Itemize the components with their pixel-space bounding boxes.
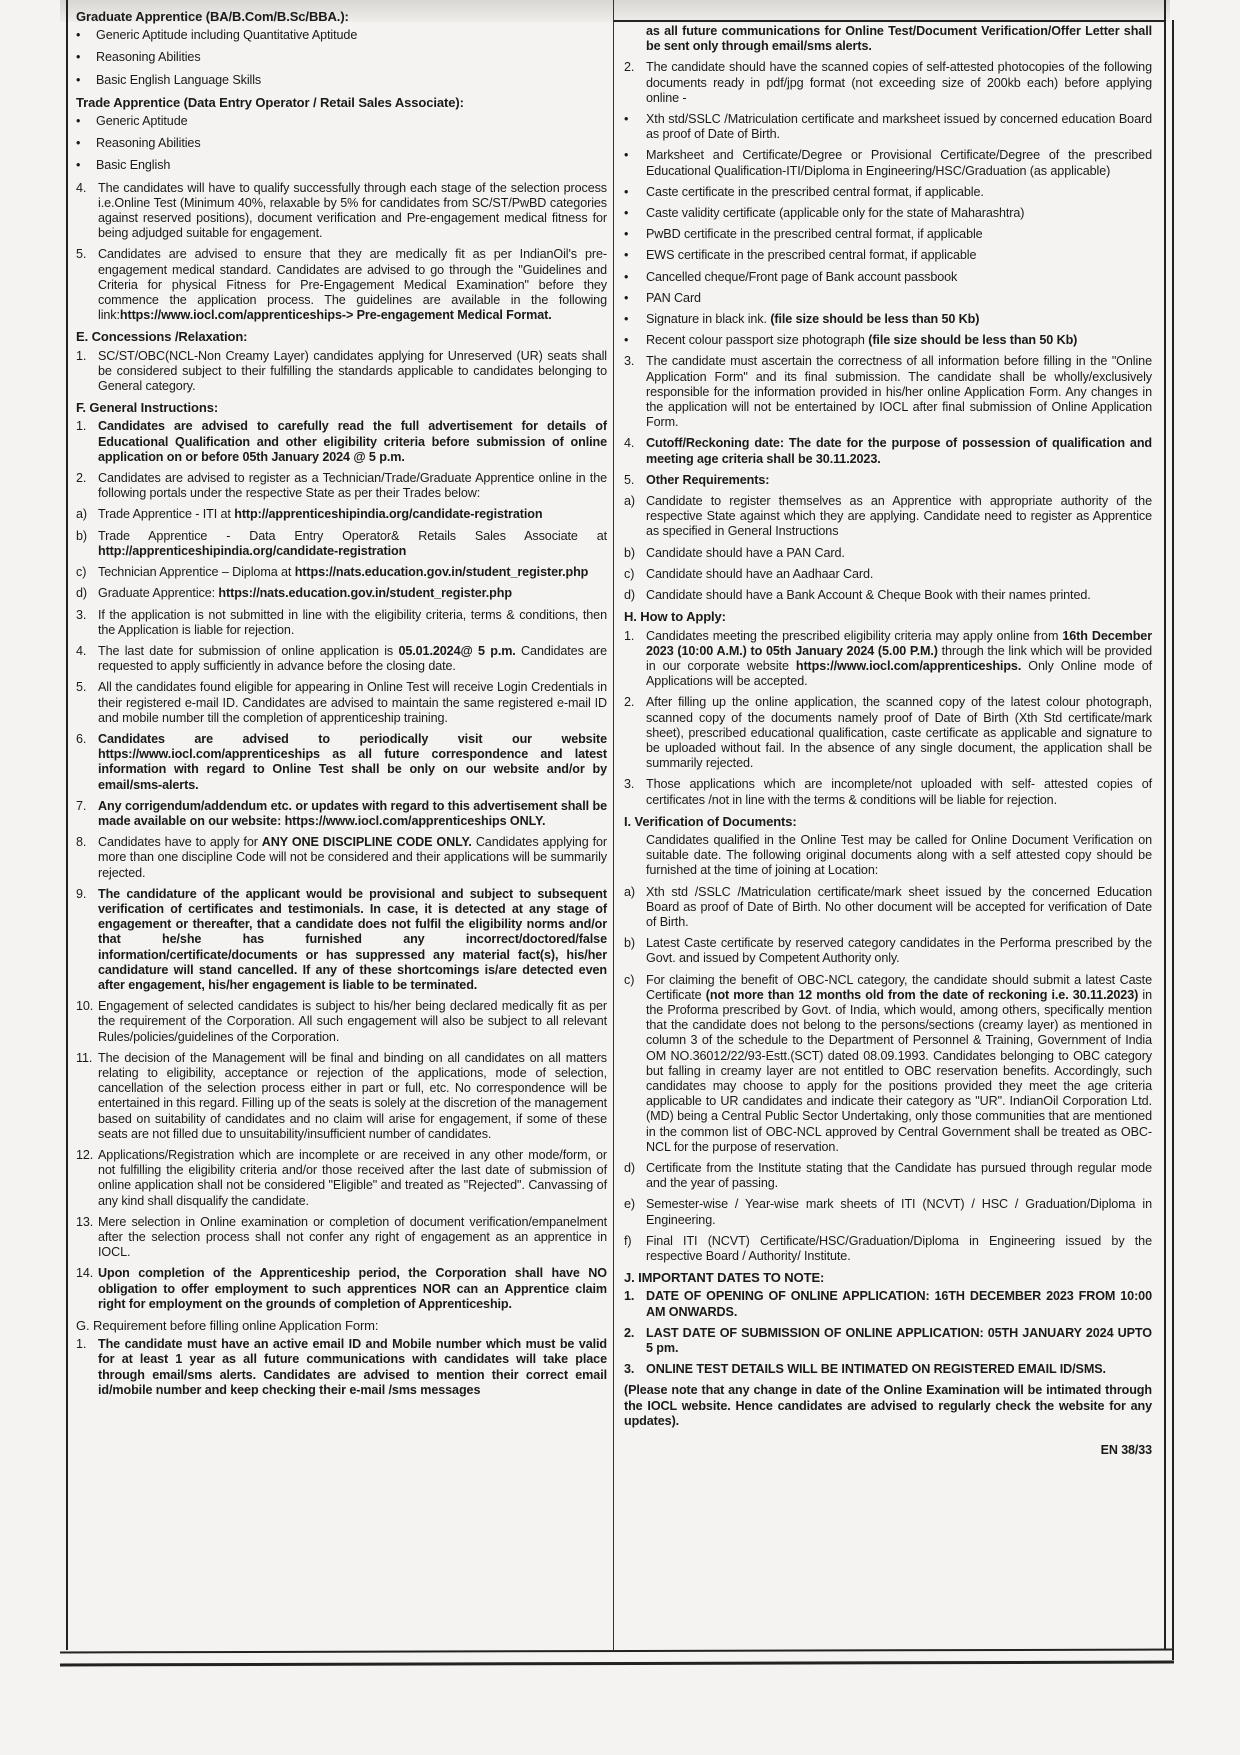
numbered-item: 11. The decision of the Management will be final and binding on all candidates on all matters relating to eligibility, acceptance or rejection of the applications, mode of selection, cancellation of the selection process either in part or full, etc. No correspondence will be entertained in this regard. Filling up of the seats is solely at the discretion of the management based on suitability of candidates and no claim will arise for engagement, if some of these seats are not filled due to unsuitability/insufficient number of candidates. (76, 1050, 607, 1141)
document-bullet: • Xth std/SSLC /Matriculation certificate and marksheet issued by concerned education Board as proof of Date of Birth. (624, 112, 1152, 142)
continued-text: as all future communications for Online Test/Document Verification/Offer Letter shall be sent only through email/sms alerts. (646, 24, 1152, 54)
numbered-item: 2. The candidate should have the scanned copies of self-attested photocopies of the following documents ready in pdf/jpg format (not exceeding size of 200kb each) before applying online - (624, 60, 1152, 105)
left-column (66, 0, 614, 1650)
requirement-item: a) Candidate to register themselves as an Apprentice with appropriate authority of the respective State against which they are applying. Candidate need to register as Apprentice as specified in General Instructions (624, 494, 1152, 539)
important-date-item: 2. LAST DATE OF SUBMISSION OF ONLINE APPLICATION: 05TH JANUARY 2024 UPTO 5 pm. (624, 1325, 1152, 1356)
numbered-item: 2. Candidates are advised to register as a Technician/Trade/Graduate Apprentice online in the following portals under the respective State as per their Trades below: (76, 471, 607, 501)
numbered-item: 1. Candidates are advised to carefully read the full advertisement for details of Educational Qualification and other eligibility criteria before submission of online application on or before 05th January 2024 @ 5 p.m. (76, 419, 607, 464)
section-g-heading: G. Requirement before filling online Application Form: (76, 1318, 379, 1334)
numbered-item: 9. The candidature of the applicant would be provisional and subject to subsequent verification of certificates and testimonials. In case, it is detected at any stage of engagement or thereafter, that a candidate does not fulfil the eligibility norms and/or that he/she has furnished any incorrect/doctored/false information/certificate/documents or has suppressed any material fact(s), his/her candidature will stand cancelled. If any of these shortcomings is/are detected even after engagement, his/her engagement is liable to be terminated. (76, 886, 607, 992)
bullet-icon: • (624, 269, 629, 284)
right-column (614, 0, 1166, 1650)
bullet-icon: • (624, 206, 629, 221)
verification-item: f) Final ITI (NCVT) Certificate/HSC/Graduation/Diploma in Engineering issued by the respective Board / Authority/ Institute. (624, 1233, 1152, 1264)
requirement-item: b) Candidate should have a PAN Card. (624, 545, 845, 560)
bullet-icon: • (76, 158, 81, 173)
bullet-item: • Basic English Language Skills (76, 72, 262, 87)
numbered-item: 7. Any corrigendum/addendum etc. or updates with regard to this advertisement shall be made available on our website: https://www.iocl.com/apprenticeships ONLY. (76, 798, 607, 828)
bullet-icon: • (624, 312, 629, 327)
document-bullet: • EWS certificate in the prescribed central format, if applicable (624, 248, 977, 263)
requirement-item: d) Candidate should have a Bank Account & Cheque Book with their names printed. (624, 588, 1091, 603)
document-bullet: • Recent colour passport size photograph (file size should be less than 50 Kb) (624, 333, 1078, 348)
bottom-border (60, 1649, 1174, 1667)
document-bullet: • PwBD certificate in the prescribed central format, if applicable (624, 227, 983, 242)
advertisement-code: EN 38/33 (1100, 1443, 1152, 1458)
numbered-item: 12. Applications/Registration which are incomplete or are received in any other mode/form, or not fulfilling the eligibility criteria and/or those received after the last date of submission of online application shall not be considered "Eligible" and treated as "Rejected". Canvassing of any kind shall disqualify the candidate. (76, 1148, 607, 1208)
portal-item: b) Trade Apprentice - Data Entry Operator& Retails Sales Associate at http://apprenticeshipindia.org/candidate-registration (76, 528, 607, 558)
numbered-item: 3. The candidate must ascertain the correctness of all information before filling in the "Online Application Form" and its final submission. The candidate shall be wholly/exclusively responsible for the information provided in his/her online Application Form. Any changes in the application will not be entertained by IOCL after final submission of Online Application Form. (624, 354, 1152, 430)
verification-intro: Candidates qualified in the Online Test may be called for Online Document Verification on suitable date. The following original documents along with a self attested copy should be furnished at the time of joining at Location: (646, 832, 1152, 878)
bullet-item: • Reasoning Abilities (76, 50, 201, 65)
numbered-item: 14. Upon completion of the Apprenticeship period, the Corporation shall have NO obligation to offer employment to such apprentices NOR can an Apprentice claim right for employment on the grounds of completion of Apprenticeship. (76, 1266, 607, 1311)
verification-item: a) Xth std /SSLC /Matriculation certificate/mark sheet issued by the concerned Education Board as proof of Date of Birth. No other document will be accepted for verification of Date of Birth. (624, 884, 1152, 929)
bullet-icon: • (624, 227, 629, 242)
bullet-icon: • (76, 72, 81, 87)
numbered-item: 5. All the candidates found eligible for appearing in Online Test will receive Login Credentials in their registered e-mail ID. Candidates are advised to maintain the same registered e-mail ID and mobile number till the completion of apprenticeship training. (76, 680, 607, 725)
bullet-icon: • (76, 28, 81, 43)
numbered-item: 4. The last date for submission of online application is 05.01.2024@ 5 p.m. Candidates are requested to apply sufficiently in advance before the closing date. (76, 643, 608, 674)
portal-item: c) Technician Apprentice – Diploma at https://nats.education.gov.in/student_register.php (76, 565, 589, 580)
section-f-heading: F. General Instructions: (76, 400, 219, 416)
numbered-item: 3. If the application is not submitted in line with the eligibility criteria, terms & conditions, then the Application is liable for rejection. (76, 607, 607, 637)
numbered-item: 3. Those applications which are incomplete/not uploaded with self- attested copies of certificates /not in line with the terms & conditions will be liable for rejection. (624, 777, 1152, 807)
numbered-item: 8. Candidates have to apply for ANY ONE DISCIPLINE CODE ONLY. Candidates applying for more than one discipline Code will not be considered and their applications will be summarily rejected. (76, 835, 607, 880)
verification-item: b) Latest Caste certificate by reserved category candidates in the Performa prescribed by the Govt. and issued by Competent Authority only. (624, 936, 1152, 966)
requirement-item: c) Candidate should have an Aadhaar Card. (624, 566, 874, 581)
numbered-item: 6. Candidates are advised to periodically visit our website https://www.iocl.com/apprenticeships as all future correspondence and latest information with regard to Online Test shall be only on our website and/or by email/sms-alerts. (76, 731, 607, 792)
portal-link[interactable]: http://apprenticeshipindia.org/candidate-registration (234, 507, 543, 522)
graduate-apprentice-heading: Graduate Apprentice (BA/B.Com/B.Sc/BBA.): (76, 9, 349, 24)
portal-item: d) Graduate Apprentice: https://nats.education.gov.in/student_register.php (76, 586, 512, 601)
numbered-item: 13. Mere selection in Online examination or completion of document verification/empanelment after the selection process shall not confer any right of engagement as an apprentice in IOCL. (76, 1214, 607, 1260)
exam-date-note: (Please note that any change in date of the Online Examination will be intimated through the IOCL website. Hence candidates are advised to regularly check the website for any updates). (624, 1383, 1152, 1428)
bullet-icon: • (76, 50, 81, 65)
numbered-item: 5. Candidates are advised to ensure that they are medically fit as per IndianOil's pre-engagement medical standard. Candidates are advised to go through the "Guidelines and Criteria for physical Fitness for Pre-Engagement Medical Examination" before they commence the application process. The guidelines are available in the following link:https://www.iocl.com/apprenticeships-> Pre-engagement Medical Format. (76, 247, 607, 323)
outer-border-right (1172, 20, 1174, 1660)
iocl-apprenticeships-link[interactable]: https://www.iocl.com/apprenticeships. (795, 658, 1022, 673)
section-h-heading: H. How to Apply: (624, 609, 726, 625)
important-date-item: 3. ONLINE TEST DETAILS WILL BE INTIMATED ON REGISTERED EMAIL ID/SMS. (624, 1362, 1106, 1377)
document-bullet: • Signature in black ink. (file size should be less than 50 Kb) (624, 312, 980, 327)
verification-item: d) Certificate from the Institute stating that the Candidate has pursued through regular mode and the year of passing. (624, 1161, 1152, 1191)
portal-link[interactable]: https://nats.education.gov.in/student_register.php (294, 565, 589, 580)
section-j-heading: J. IMPORTANT DATES TO NOTE: (624, 1270, 825, 1286)
section-e-heading: E. Concessions /Relaxation: (76, 329, 248, 345)
portal-link[interactable]: https://nats.education.gov.in/student_register.php (218, 586, 512, 601)
bullet-icon: • (624, 148, 629, 163)
bullet-item: • Generic Aptitude (76, 114, 188, 129)
portal-item: a) Trade Apprentice - ITI at http://apprenticeshipindia.org/candidate-registration (76, 507, 543, 522)
bullet-icon: • (76, 114, 81, 129)
advertisement-page (66, 0, 1166, 1650)
bullet-item: • Generic Aptitude including Quantitative Aptitude (76, 28, 358, 43)
numbered-item: 10. Engagement of selected candidates is subject to his/her being declared medically fit as per the requirement of the Corporation. All such engagement will also be subject to all relevant Rules/policies/guidelines of the Corporation. (76, 999, 607, 1044)
medical-format-link[interactable]: https://www.iocl.com/apprenticeships-> Pre-engagement Medical Format. (119, 308, 552, 323)
bullet-icon: • (624, 112, 629, 127)
bullet-icon: • (624, 333, 629, 348)
document-bullet: • Caste validity certificate (applicable only for the state of Maharashtra) (624, 206, 1025, 221)
numbered-item: 1. The candidate must have an active email ID and Mobile number which must be valid for at least 1 year as all future communications with candidates will take place through email/sms alerts. Candidates are advised to mention their correct email id/mobile number and keep checking their e-mail /sms messages (76, 1337, 607, 1397)
document-bullet: • Caste certificate in the prescribed central format, if applicable. (624, 184, 984, 199)
document-bullet: • Marksheet and Certificate/Degree or Provisional Certificate/Degree of the prescribed Educational Qualification-ITI/Diploma in Engineering/HSC/Graduation (as applicable) (624, 148, 1152, 178)
bullet-icon: • (624, 184, 629, 199)
numbered-item: 4. Cutoff/Reckoning date: The date for the purpose of possession of qualification and meeting age criteria shall be 30.11.2023. (624, 436, 1152, 466)
verification-item: e) Semester-wise / Year-wise mark sheets of ITI (NCVT) / HSC / Graduation/Diploma in Engineering. (624, 1197, 1152, 1227)
document-bullet: • PAN Card (624, 290, 701, 305)
bullet-icon: • (624, 248, 629, 263)
portal-link[interactable]: http://apprenticeshipindia.org/candidate-registration (98, 543, 407, 558)
numbered-item: 4. The candidates will have to qualify successfully through each stage of the selection process i.e.Online Test (Minimum 40%, relaxable by 5% for candidates from SC/ST/PwBD categories against reserved positions), document verification and Pre-engagement medical fitness for being adjudged suitable for engagement. (76, 180, 607, 241)
important-date-item: 1. DATE OF OPENING OF ONLINE APPLICATION: 16TH DECEMBER 2023 FROM 10:00 AM ONWARDS. (624, 1289, 1152, 1319)
document-bullet: • Cancelled cheque/Front page of Bank account passbook (624, 269, 958, 284)
section-i-heading: I. Verification of Documents: (624, 813, 797, 829)
bullet-icon: • (76, 136, 81, 151)
numbered-item: 1. Candidates meeting the prescribed eligibility criteria may apply online from 16th December 2023 (10:00 A.M.) to 05th January 2024 (5.00 P.M.) through the link which will be provided in our corporate website https://www.iocl.com/apprenticeships. Only Online mode of Applications will be accepted. (624, 628, 1152, 689)
verification-item: c) For claiming the benefit of OBC-NCL category, the candidate should submit a latest Caste Certificate (not more than 12 months old from the date of reckoning i.e. 30.11.2023) in the Proforma prescribed by Govt. of India, which would, among others, specifically mention that the candidate does not belong to the persons/sections (creamy layer) as mentioned in column 3 of the schedule to the Department of Personnel & Training, Government of India OM NO.36012/22/93-Estt.(SCT) dated 08.09.1993. Candidates belonging to OBC category but falling in creamy layer are not entitled to OBC reservation benefits. Accordingly, such candidates may choose to apply for the positions provided they meet the age criteria applicable to UR candidates and indicate their category as "UR". IndianOil Corporation Ltd. (MD) being a Central Public Sector Undertaking, only those communities that are mentioned in the common list of OBC-NCL approved by Central Government shall be treated as OBC-NCL for the purpose of reservation. (624, 972, 1152, 1154)
trade-apprentice-heading: Trade Apprentice (Data Entry Operator / Retail Sales Associate): (76, 94, 464, 110)
bullet-item: • Reasoning Abilities (76, 136, 201, 151)
numbered-item: 1. SC/ST/OBC(NCL-Non Creamy Layer) candidates applying for Unreserved (UR) seats shall be considered subject to their fulfilling the standards applicable to candidates belonging to General category. (76, 348, 607, 394)
bullet-icon: • (624, 290, 629, 305)
numbered-item: 2. After filling up the online application, the scanned copy of the latest colour photograph, scanned copy of the documents namely proof of Date of Birth (Xth Std certificate/mark sheet), prescribed educational qualification, caste certificate as applicable and signature to be uploaded without fail. In the absence of any single document, the application shall be summarily rejected. (624, 695, 1152, 771)
numbered-item: 5. Other Requirements: (624, 472, 770, 487)
bullet-item: • Basic English (76, 158, 171, 173)
